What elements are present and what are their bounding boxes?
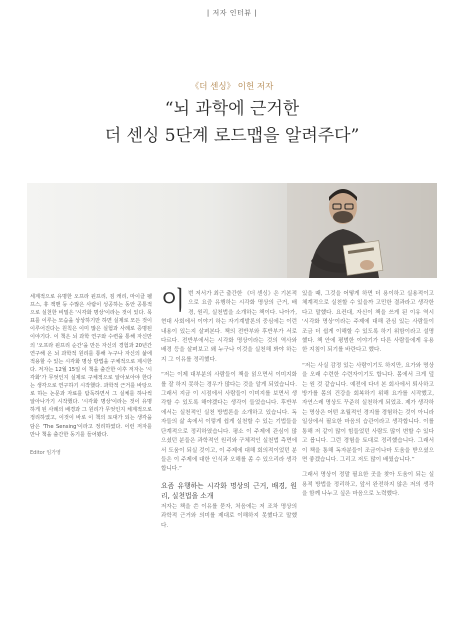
interview-topic: 《더 센싱》 이헌 저자	[190, 82, 274, 92]
interview-column-2	[161, 286, 297, 537]
headline	[0, 96, 464, 150]
headline-line-2: 더 센싱 5단계 로드맵을 알려주다”	[104, 126, 360, 146]
column2-intro: 번 저서가 최근 출간한 《더 센싱》은 기본적으로 요즘 유행하는 시각화 명상의 근거, 배경, 원리, 실천법을 소개하는 책이다. 나아가, 현대 사회에서 이야기 하는 자기계발론의 중심에는 이런 내용이 있는지 살펴본다. 책의 전반부와 후반부가 서로 다르다. 전반부에서는 시각화 명상이라는 것의 역사와 배경 등을 살펴보고 왜 누구나 이것을 실천해 봐야 하는지 그 이유를 정리했다.	[161, 291, 297, 363]
drop-cap: 이	[161, 286, 186, 315]
intro-column	[30, 293, 152, 457]
column2-outro: 저자는 책을 쓴 이유를 묻자, 처음에는 저 조차 명상의 과학적 근거와 의미를 제대로 이해하지 못했다고 말했다.	[161, 503, 297, 529]
column3-paragraph-2: “저는 사실 감정 있는 사람이기도 하지만, 요가와 명상을 오래 수련한 수련자이기도 합니다. 몸에서 크게 덮는 원 것 같습니다. 예전에 다녀 본 회사에서 퇴사하고 방가를 몸의 건강을 회복하기 위해 요가를 시작했고, 자연스레 명상도 꾸준히 실천하게 되었죠. 제가 생각하는 명상은 어떤 초월적인 경지를 경험하는 것이 아니라 일상에서 필요한 마음의 습관이라고 생각합니다. 이를 통해 저 같이 많이 힘들었던 사람도 많이 변할 수 있다고 봅니다. 그런 경험을 토대로 정리했습니다. 그래서 이 책을 통해 독자분들이 조금이나마 도움을 받으셨으면 좋겠습니다. 그리고 저도 많이 배웠습니다.”	[302, 362, 434, 463]
headline-line-1: “뇌 과학에 근거한	[164, 99, 300, 119]
person-photo-illustration	[27, 183, 437, 278]
column3-paragraph-3: 그래서 명상이 정말 필요한 곳을 찾아 도움이 되는 실용적 방법을 정리하고, 앞서 완전하지 않은 저의 생각을 함께 나누고 싶은 마음으로 노력했다.	[302, 472, 434, 498]
column3-paragraph-1: 있을 때, 그것을 어떻게 하면 더 용이하고 실용적이고 체계적으로 실천할 수 있을까 고민한 결과라고 생각한다고 말했다. 요컨대, 자신이 책을 쓰게 된 이유 역시 '시각화 명상'이라는 주제에 대해 관심 있는 사람들이 조금 더 쉽게 이해할 수 있도록 하기 위함이라고 설명했다. 책 안에 평범한 이야기가 다른 사람들에게 유용한 지침이 되기를 바란다고 했다.	[302, 291, 434, 354]
intro-text: 세계적으로 유명한 오프라 윈프리, 짐 캐리, 마이클 펠프스, 휴 잭맨 등 수많은 사람이 성공하는 동안 공통적으로 실천한 비밀은 '시각화 명상'이라는 것이 있다. 목표를 이루는 모습을 상상하기만 하면 실제로 모든 것이 이루어진다는 원칙은 이미 많은 실험과 사례로 증명된 이야기다. 이 책은 뇌 과학 연구와 수련을 통해 자신만의 '오프라 윈프리 순간'을 만든 자신의 경험과 20년간 연구해 온 뇌 과학적 원리를 통해 누구나 자신의 삶에 적용할 수 있는 시각화 명상 방법을 구체적으로 제시한다. 저자는 12월 15일 이 책을 출간한 이후 저자는 '시각화'가 무엇인지 실제로 구체적으로 알아보아야 한다는 생각으로 연구하기 시작했다. 과학적 근거를 바탕으로 하는 논문과 자료를 탐독하면서 그 실체를 하나씩 알아나가기 시작했다. '시각화 명상'이라는 것이 유명하게 된 사례의 배경과 그 원리가 무엇인지 체계적으로 정리하였고, 이것이 바로 이 책의 토대가 되는 생각을 담은 'The Sensing'이라고 정리하였다. 이런 저자를 만나 책을 출간한 동기를 들어봤다.	[30, 294, 152, 438]
section-tag: | 저자 인터뷰 |	[206, 9, 258, 17]
editor-credit: Editor 임가영	[30, 449, 61, 456]
column2-quote: “저는 이제 대부분의 사람들이 책을 읽으면서 이미지화를 잘 하지 못하는 경우가 많다는 것을 알게 되었습니다. 그래서 지금 이 시점에서 사람들이 이미지를 보면서 생각할 수 있도록 해야겠다는 생각이 들었습니다. 후반부에서는 실천적인 실천 방법론을 소개하고 있습니다. 독자들의 삶 속에서 이렇게 쉽게 실천할 수 있는 기법들을 단계적으로 정리하였습니다. 평소 이 주제에 관심이 많으셨던 분들은 과학적인 원리와 구체적인 실천법 측면에서 도움이 되실 것이고, 이 주제에 대해 회의적이었던 분들은 이 주제에 대한 인식과 오해를 좀 수 있으리라 생각합니다.”	[161, 372, 297, 473]
column2-subhead: 요즘 유행하는 시각화 명상의 근거, 배경, 원리, 실천법을 소개	[161, 481, 297, 500]
interview-column-3	[302, 290, 434, 506]
interview-photo	[27, 183, 437, 278]
